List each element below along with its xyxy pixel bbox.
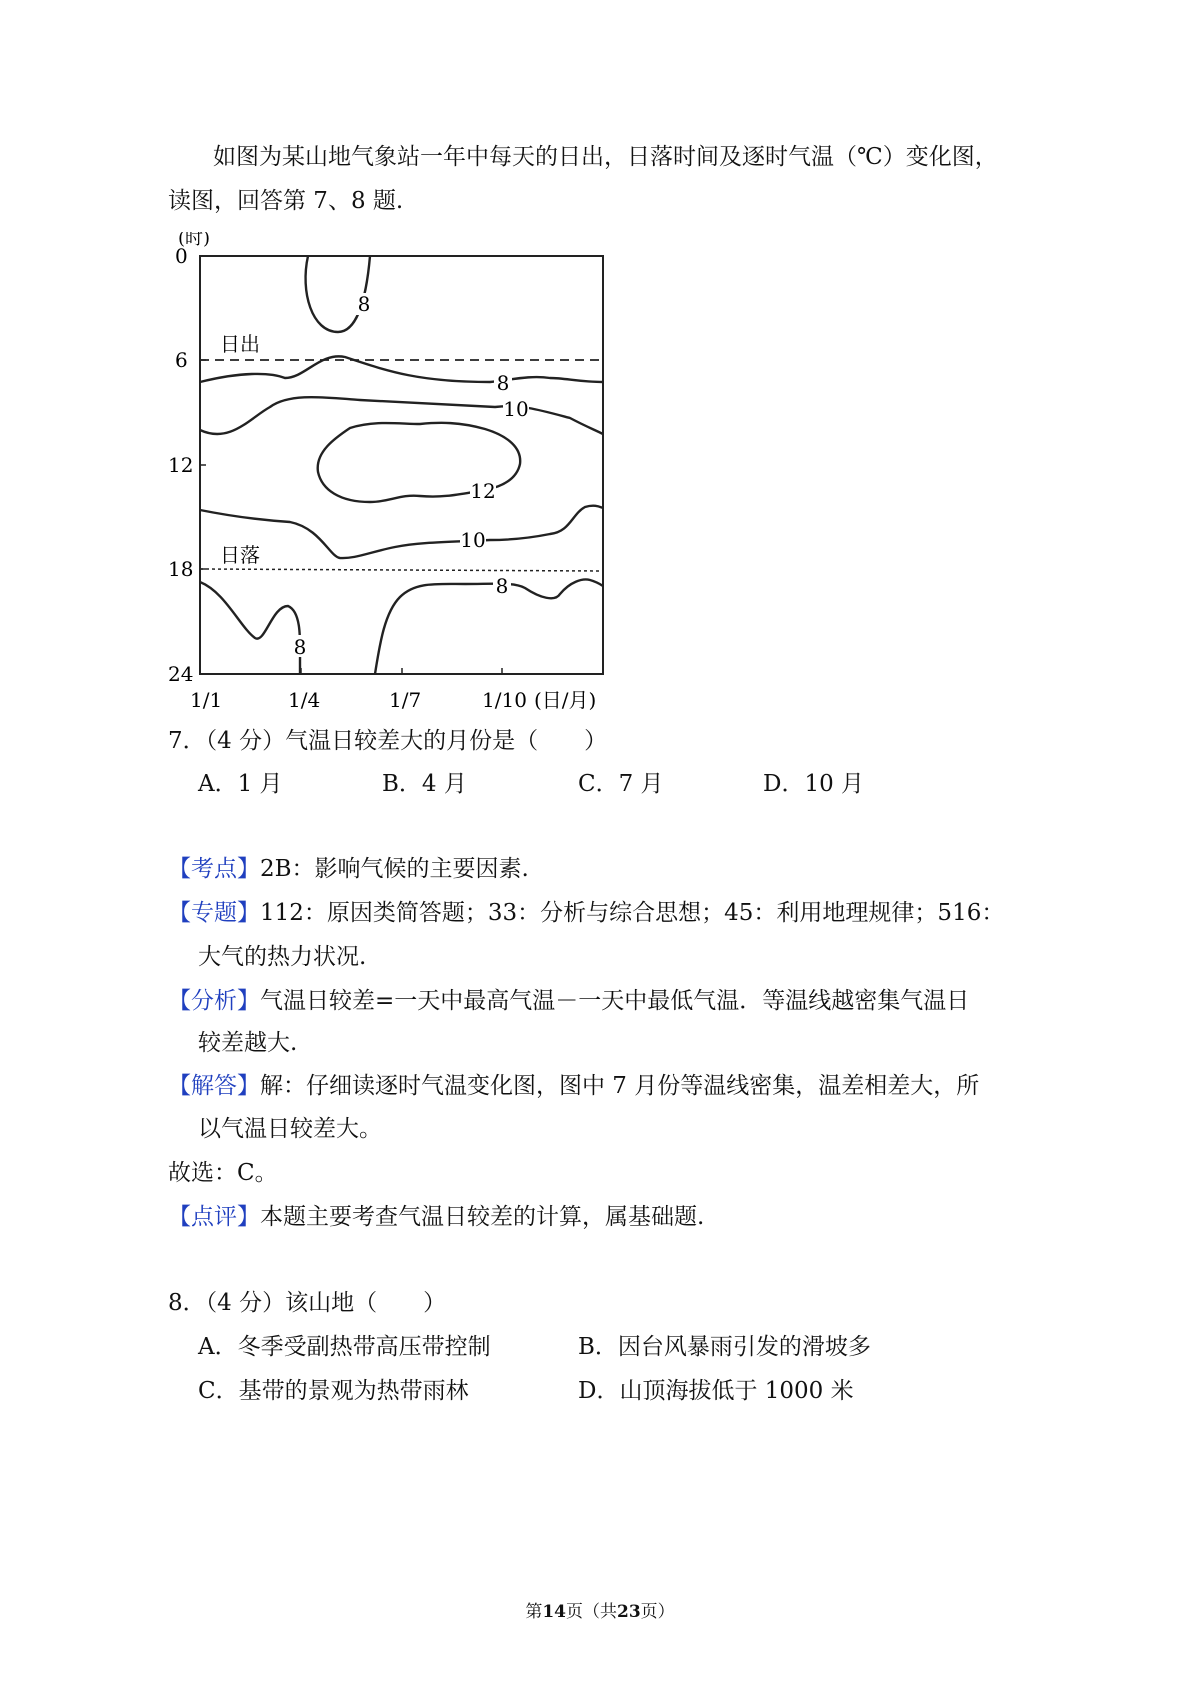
y-tick-18: 18 [168, 557, 194, 581]
contour-8-evening-right [375, 580, 603, 674]
dianping-tag: 【点评】 [168, 1204, 260, 1230]
dianping-line [168, 1202, 704, 1232]
page-number: 14 [542, 1602, 566, 1622]
fenxi-text-2: 较差越大. [198, 1030, 298, 1056]
contour-label-8-morning: 8 [496, 371, 510, 395]
kaodian-tag: 【考点】 [168, 856, 260, 882]
contour-10-morning [200, 397, 603, 434]
sunrise-label: 日出 [220, 332, 260, 356]
x-tick-jan1: 1/1 [190, 688, 223, 712]
y-tick-12: 12 [168, 453, 194, 477]
sunset-label: 日落 [220, 543, 260, 567]
contour-10-afternoon [200, 506, 603, 558]
guxuan-line: 故选：C。 [168, 1160, 278, 1186]
contour-label-8-evening-left: 8 [293, 635, 307, 659]
page-total: 23 [617, 1602, 641, 1622]
jieda-text-2: 以气温日较差大。 [198, 1116, 382, 1142]
q8-option-d: D．山顶海拔低于 1000 米 [578, 1378, 854, 1404]
x-tick-apr1: 1/4 [288, 688, 321, 712]
jieda-tag: 【解答】 [168, 1073, 260, 1099]
q8-option-c: C．基带的景观为热带雨林 [198, 1378, 469, 1404]
kaodian-text: 2B：影响气候的主要因素. [260, 856, 529, 882]
sunset-line [200, 569, 603, 571]
fenxi-tag: 【分析】 [168, 988, 260, 1014]
fenxi-text-1: 气温日较差=一天中最高气温－一天中最低气温．等温线越密集气温日 [260, 988, 970, 1014]
x-tick-jul1: 1/7 [389, 688, 422, 712]
q8-option-a: A．冬季受副热带高压带控制 [198, 1334, 491, 1360]
contour-label-8-top: 8 [357, 292, 371, 316]
q8-stem: 8．（4 分）该山地（ ） [168, 1290, 447, 1316]
y-unit-label: (时) [178, 232, 211, 249]
y-tick-6: 6 [175, 348, 188, 372]
x-tick-oct1: 1/10 [482, 688, 527, 712]
y-tick-24: 24 [168, 662, 194, 686]
q7-option-c: C．7 月 [578, 771, 664, 797]
kaodian-line [168, 854, 529, 884]
contour-label-10-afternoon: 10 [460, 528, 486, 552]
jieda-line [168, 1071, 979, 1101]
dianping-text: 本题主要考查气温日较差的计算，属基础题. [260, 1204, 705, 1230]
sunrise-sunset-isotherm-figure [160, 232, 680, 792]
zhuanti-text-2: 大气的热力状况. [198, 944, 367, 970]
q8-option-b: B．因台风暴雨引发的滑坡多 [578, 1334, 871, 1360]
q7-option-a: A．1 月 [198, 771, 283, 797]
intro-line-1: 如图为某山地气象站一年中每天的日出，日落时间及逐时气温（℃）变化图， [213, 144, 998, 170]
x-unit-label: (日/月) [534, 688, 597, 712]
y-tick-0: 0 [175, 244, 188, 268]
contour-label-8-evening-right: 8 [495, 574, 509, 598]
q7-option-b: B．4 月 [382, 771, 467, 797]
fenxi-line [168, 986, 969, 1016]
zhuanti-line [168, 898, 1004, 928]
plot-frame [200, 256, 603, 674]
jieda-text-1: 解：仔细读逐时气温变化图，图中 7 月份等温线密集，温差相差大，所 [260, 1073, 980, 1099]
zhuanti-tag: 【专题】 [168, 900, 260, 926]
page-footer: 第14页（共23页） [525, 1602, 675, 1622]
intro-line-2: 读图，回答第 7、8 题. [168, 188, 404, 214]
q7-stem: 7．（4 分）气温日较差大的月份是（ ） [168, 728, 608, 754]
zhuanti-text-1: 112：原因类简答题；33：分析与综合思想；45：利用地理规律；516： [260, 900, 1005, 926]
contour-label-10-morning: 10 [503, 397, 529, 421]
contour-8-evening-left [200, 582, 300, 674]
contour-label-12: 12 [470, 479, 496, 503]
q7-option-d: D．10 月 [763, 771, 865, 797]
